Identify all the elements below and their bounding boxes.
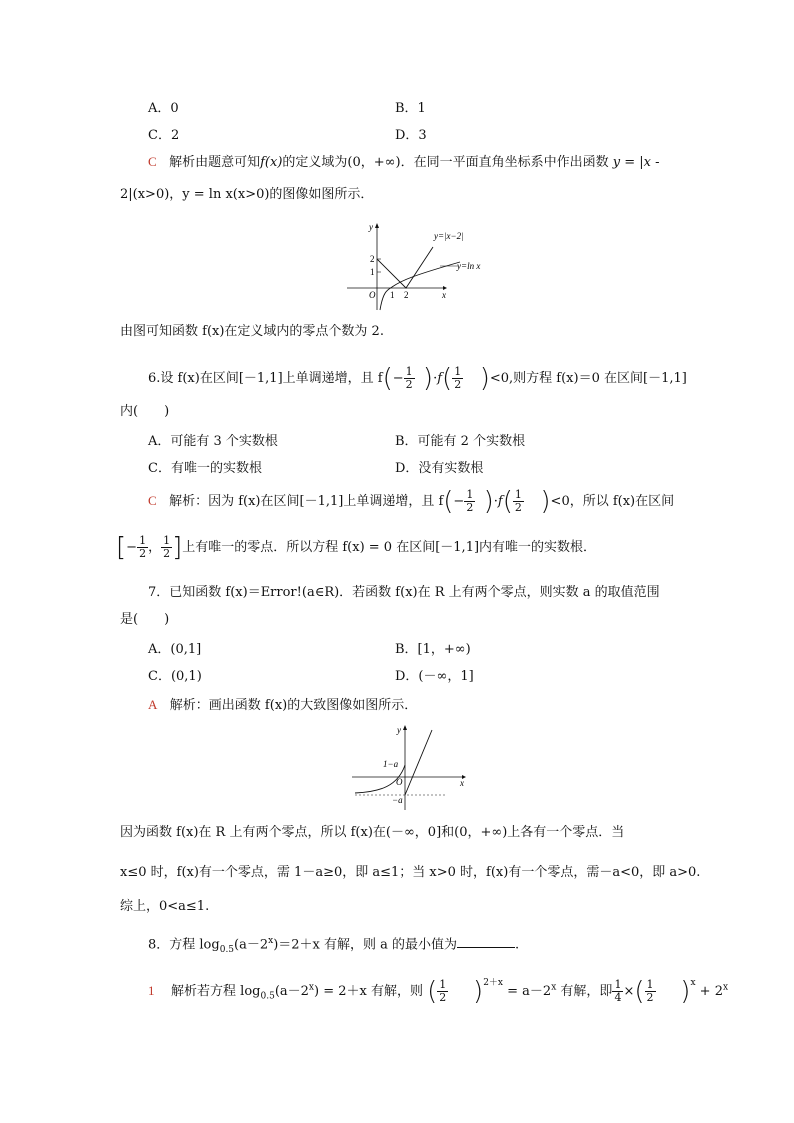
q8-frac1-num: 1 <box>439 978 447 991</box>
q8-sol-f: × <box>623 984 635 999</box>
q5-sol-text-c: 的定义域为 <box>282 155 348 170</box>
q6-sol-paren-l2: ( <box>502 486 513 517</box>
q5-sol-fn: y = |x - <box>612 155 660 170</box>
q6-paren-right-2: ) <box>479 363 490 394</box>
q6-minus: − <box>392 371 404 386</box>
q7-tick-1ma: 1−a <box>383 759 399 769</box>
q5-sol-text-a: 由题意可知 <box>195 155 261 170</box>
q6-sol-frac1-den: 2 <box>466 501 474 514</box>
q7-explanation-1: 因为函数 f(x)在 R 上有两个零点，所以 f(x)在(－∞，0]和(0，+∞)上各有一个零点．当 <box>120 825 625 840</box>
q6-sol-frac2-num: 1 <box>514 488 522 501</box>
q5-option-b: B．1 <box>395 101 426 116</box>
q5-option-d: D．3 <box>395 128 427 143</box>
q8-stem-sub: 0.5 <box>219 944 235 955</box>
q5-sol-domain: (0，+∞) <box>347 155 401 170</box>
q5-curve-ln <box>380 262 460 310</box>
q5-option-a: A．0 <box>148 101 179 116</box>
q8-sol-g-sup: x <box>690 978 696 988</box>
q5-y-arrow <box>375 223 379 228</box>
q6-sol-paren-l1: ( <box>443 486 454 517</box>
q8-paren-l1: ( <box>427 976 438 1007</box>
q8-frac-half-2 <box>645 979 656 1004</box>
q8-sol-c: ) = 2＋x 有解，则 <box>313 984 423 999</box>
q5-sol-label: 解析 <box>169 155 196 170</box>
q5-solution-line2: 2|(x>0)，y = ln x(x>0)的图像如图所示． <box>120 187 374 202</box>
q6-frac1-num: 1 <box>405 365 413 378</box>
q8-stem-c: )＝2＋x 有解，则 a 的最小值为 <box>273 937 458 953</box>
q7-option-a: A．(0,1] <box>148 642 202 657</box>
q5-x-label: x <box>442 290 446 300</box>
q7-stem-line2: 是( ) <box>120 612 170 627</box>
q7-stem-line1: 7．已知函数 f(x)＝Error!(a∈R)．若函数 f(x)在 R 上有两个零点，则实数 a 的取值范围 <box>148 585 660 600</box>
q6-sol-paren-r1: ) <box>483 486 494 517</box>
q8-sol-d: = a－2 <box>507 984 552 999</box>
q6-bracket-right: ] <box>172 532 183 563</box>
q7-explanation-2: x≤0 时，f(x)有一个零点，需 1－a≥0，即 a≤1；当 x>0 时，f(x)有一个零点，需－a<0，即 a>0. <box>120 865 701 880</box>
q5-solution-line1 <box>148 153 659 172</box>
q7-sol-text: 解析：画出函数 f(x)的大致图像如图所示． <box>169 698 418 713</box>
q6-answer: C <box>148 493 157 508</box>
q7-y-arrow <box>403 725 407 730</box>
q6-frac2-den: 2 <box>454 378 462 391</box>
q6-paren-right-1: ) <box>422 363 434 394</box>
q8-frac2-num: 1 <box>646 978 654 991</box>
q6-sol-paren-r2: ) <box>540 486 551 517</box>
q6-int-frac1-den: 2 <box>139 547 147 560</box>
q8-sol-exp: 2＋x <box>483 978 504 988</box>
q6-interval-frac-1 <box>137 535 148 560</box>
q8-sol-h-sup: x <box>722 982 729 993</box>
q5-curve-abs <box>377 247 433 288</box>
q7-graph <box>350 722 472 812</box>
q5-curve1-label: y=|x−2| <box>434 231 464 241</box>
q5-tick-y2: 2 <box>370 254 375 264</box>
q8-answer-blank[interactable] <box>457 935 515 948</box>
q8-frac4-num: 1 <box>614 978 622 991</box>
q7-option-b: B．[1，+∞) <box>395 642 471 657</box>
q6-int-frac1-num: 1 <box>139 534 147 547</box>
q6-stem-line2: 内( ) <box>120 404 170 419</box>
q6-sol-fraction-2 <box>513 489 524 514</box>
q8-solution <box>148 970 728 1010</box>
q6-sol-frac1-num: 1 <box>466 488 474 501</box>
q8-paren-l2: ( <box>634 976 645 1007</box>
q7-answer: A <box>148 697 158 712</box>
q6-fraction-1 <box>404 366 415 391</box>
q6-option-d: D．没有实数根 <box>395 461 484 476</box>
q5-answer: C <box>148 154 157 169</box>
q6-interval-frac-2 <box>161 535 172 560</box>
q8-sol-sup: x <box>308 982 314 993</box>
q6-option-c: C．有唯一的实数根 <box>148 461 262 476</box>
q5-sol-text-e: ．在同一平面直角坐标系中作出函数 <box>400 155 609 170</box>
q6-paren-left-1: ( <box>382 363 393 394</box>
q6-int-frac2-num: 1 <box>163 534 171 547</box>
q6-option-b: B．可能有 2 个实数根 <box>395 434 526 449</box>
q5-tick-y1: 1 <box>370 267 375 277</box>
q7-y-label: y <box>397 725 401 735</box>
q5-option-c: C．2 <box>148 128 180 143</box>
q7-explanation-3: 综上，0<a≤1. <box>120 899 210 914</box>
q5-graph <box>345 220 485 312</box>
q8-stem-a: 8．方程 log <box>148 937 220 953</box>
q7-solution-line <box>148 696 417 715</box>
q6-frac1-den: 2 <box>405 378 413 391</box>
q6-stem-b: <0,则方程 f(x)＝0 在区间[－1,1] <box>489 371 687 386</box>
q6-option-a: A．可能有 3 个实数根 <box>148 434 278 449</box>
q8-sol-b: (a－2 <box>274 984 309 999</box>
q7-x-label: x <box>460 778 464 788</box>
q8-stem-end: . <box>515 937 520 953</box>
q7-curve-right <box>405 730 432 795</box>
q5-conclusion: 由图可知函数 f(x)在定义域内的零点个数为 2. <box>120 324 384 339</box>
q5-sol-fx: f(x) <box>260 155 283 170</box>
q7-curve-left <box>355 765 405 793</box>
q8-sol-d-sup: x <box>551 982 557 993</box>
q8-frac1-den: 2 <box>439 991 447 1004</box>
q6-stem-a: 6.设 f(x)在区间[－1,1]上单调递增，且 f <box>148 371 383 386</box>
q6-stem-line1: 6.设 f(x)在区间[－1,1]上单调递增，且 f(− $\frac{1}{2}$ )·f( $\frac{1}{2}$ )<0,则方程 f(x)＝0 在区间[－1,1] <box>148 363 687 394</box>
q5-tick-x2: 2 <box>404 290 409 300</box>
q6-sol-frac2-den: 2 <box>514 501 522 514</box>
q8-frac2-den: 2 <box>646 991 654 1004</box>
q5-tick-x1: 1 <box>390 290 395 300</box>
q8-sol-sub: 0.5 <box>260 991 275 1002</box>
q6-paren-left-2: ( <box>442 363 453 394</box>
q7-option-c: C．(0,1) <box>148 669 202 684</box>
q6-sol-c: 上有唯一的零点．所以方程 f(x) = 0 在区间[－1,1]内有唯一的实数根． <box>182 540 597 555</box>
q6-solution-line2: [− $\frac{1}{2}$ ， $\frac{1}{2}$ ]上有唯一的零点．所以方程 f(x) = 0 在区间[－1,1]内有唯一的实数根． <box>116 532 597 563</box>
q8-paren-r1: ) <box>473 976 484 1007</box>
q8-sol-h: + 2 <box>699 984 723 999</box>
q6-bracket-left: [ <box>116 532 127 563</box>
q7-option-d: D．(－∞，1] <box>395 669 474 684</box>
q6-frac2-num: 1 <box>454 365 462 378</box>
q8-frac-half-1 <box>437 979 448 1004</box>
q6-sol-b: <0，所以 f(x)在区间 <box>550 494 675 509</box>
q8-frac4-den: 4 <box>614 991 622 1004</box>
q6-sol-fraction-1 <box>464 489 475 514</box>
q5-origin-label: O <box>369 290 376 300</box>
q8-stem-b: (a－2 <box>234 937 269 953</box>
q8-sol-e: 有解，即 <box>560 984 613 999</box>
q8-paren-r2: ) <box>680 976 691 1007</box>
q6-solution-line1: C 解析：因为 f(x)在区间[－1,1]上单调递增，且 f(− $\frac{1}{2}$ )·f( $\frac{1}{2}$ )<0，所以 f(x)在区间 <box>148 486 675 517</box>
q6-fraction-2 <box>452 366 463 391</box>
q8-stem <box>148 932 519 959</box>
q6-sol-a: 解析：因为 f(x)在区间[－1,1]上单调递增，且 f <box>169 494 444 509</box>
q7-origin-label: O <box>396 777 403 787</box>
q5-curve2-label: y=ln x <box>457 261 481 271</box>
q8-stem-sup: x <box>268 936 274 946</box>
q7-tick-ma: −a <box>392 795 403 805</box>
q8-sol-a: 解析若方程 log <box>171 984 261 999</box>
q8-frac-quarter <box>612 979 623 1004</box>
q8-answer: 1 <box>148 983 155 998</box>
q6-int-frac2-den: 2 <box>163 547 171 560</box>
q5-y-label: y <box>369 222 373 232</box>
